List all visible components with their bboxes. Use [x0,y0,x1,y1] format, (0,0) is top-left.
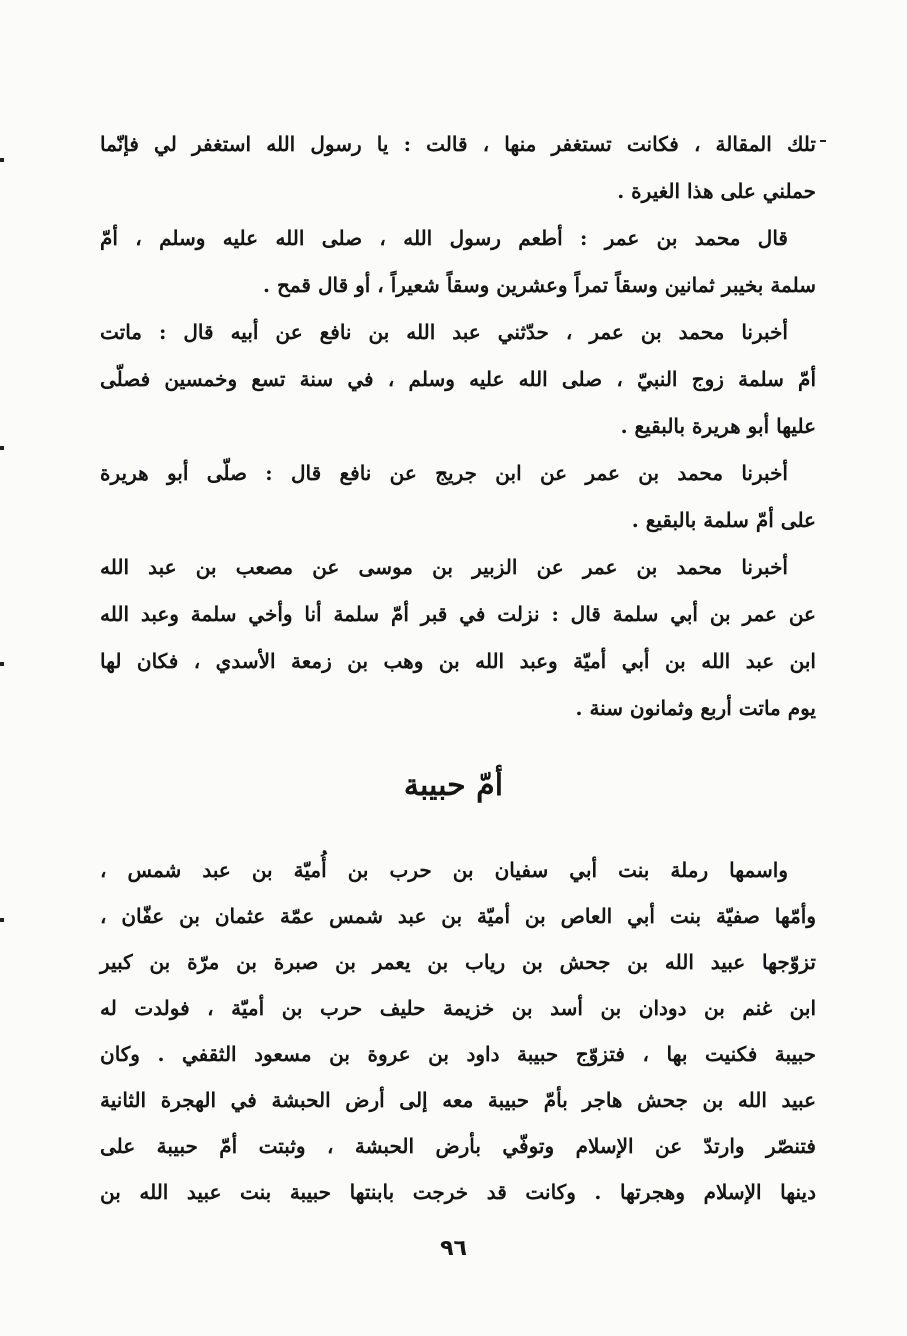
scan-margin-mark [0,662,4,666]
scan-margin-mark [0,158,4,162]
text-line: أخبرنا محمد بن عمر عن ابن جريج عن نافع قال : صلّى أبو هريرة [100,461,788,485]
page-number: ٩٦ [440,1236,467,1261]
text-line: عبيد الله بن جحش هاجر بأمّ حبيبة معه إلى أرض الحبشة في الهجرة الثانية [100,1088,816,1112]
text-line: فتنصّر وارتدّ عن الإسلام وتوفّي بأرض الحبشة ، وثبتت أمّ حبيبة على [100,1134,816,1158]
text-line: تلك المقالة ، فكانت تستغفر منها ، قالت : يا رسول الله استغفر لي فإنّما [100,132,816,156]
scan-margin-mark [0,446,4,450]
text-line: تزوّجها عبيد الله بن جحش بن رياب بن يعمر بن صبرة بن مرّة بن كبير [100,950,816,974]
scan-margin-mark [0,918,4,922]
text-line: قال محمد بن عمر : أطعم رسول الله ، صلى الله عليه وسلم ، أمّ [100,226,788,250]
text-line: عليها أبو هريرة بالبقيع . [620,414,816,438]
text-line: عن عمر بن أبي سلمة قال : نزلت في قبر أمّ سلمة أنا وأخي سلمة وعبد الله [100,602,816,626]
text-line: ابن عبد الله بن أبي أميّة وعبد الله بن وهب بن زمعة الأسدي ، فكان لها [100,649,816,673]
text-line: أمّ سلمة زوج النبيّ ، صلى الله عليه وسلم ، في سنة تسع وخمسين فصلّى [100,367,816,391]
scan-margin-mark [820,140,826,142]
text-line: دينها الإسلام وهجرتها . وكانت قد خرجت بابنتها حبيبة بنت عبيد الله بن [100,1180,816,1204]
text-line: واسمها رملة بنت أبي سفيان بن حرب بن أُميّة بن عبد شمس ، [100,858,788,882]
section-heading: أمّ حبيبة [403,768,504,803]
text-line: سلمة بخيبر ثمانين وسقاً تمراً وعشرين وسقاً شعيراً ، أو قال قمح . [263,273,816,297]
text-line: ابن غنم بن دودان بن أسد بن خزيمة حليف حرب بن أميّة ، فولدت له [100,996,816,1020]
text-line: أخبرنا محمد بن عمر ، حدّثني عبد الله بن نافع عن أبيه قال : ماتت [100,320,788,344]
paragraphs-umm-salama [100,132,816,722]
text-line: يوم ماتت أربع وثمانون سنة . [575,696,816,720]
text-line: على أمّ سلمة بالبقيع . [631,508,816,532]
text-line: حملني على هذا الغيرة . [617,179,816,203]
text-line: وأمّها صفيّة بنت أبي العاص بن أميّة بن عبد شمس عمّة عثمان بن عفّان ، [100,904,816,928]
paragraphs-umm-habiba [100,858,816,1218]
text-line: أخبرنا محمد بن عمر عن الزبير بن موسى عن مصعب بن عبد الله [100,555,788,579]
text-line: حبيبة فكنيت بها ، فتزوّج حبيبة داود بن عروة بن مسعود الثقفي . وكان [100,1042,816,1066]
